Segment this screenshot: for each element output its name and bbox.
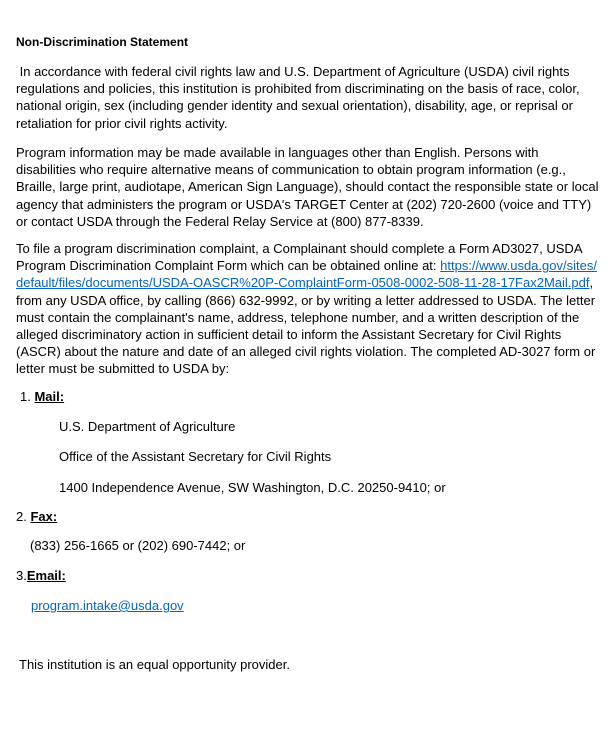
email-list-item <box>16 567 66 584</box>
footer-statement: This institution is an equal opportunity provider. <box>19 657 290 672</box>
paragraph-civil-rights: In accordance with federal civil rights law and U.S. Department of Agriculture (USDA) civil rights regulations and policies, this institution is prohibited from discriminating on the basis of race, color, national origin, sex (including gender identity and sexual orientation), disability, age, or reprisal or retaliation for prior civil rights activity. <box>16 64 584 131</box>
complaint-text-rest: , from any USDA office, by calling (866) 632-9992, or by writing a letter addressed to USDA. The letter must contain the complainant's name, address, telephone number, and a written description of the alleged discriminatory action in sufficient detail to inform the Assistant Secretary for Civil Rights (ASCR) about the nature and date of an alleged civil rights violation. The completed AD-3027 form or letter must be submitted to USDA by: <box>16 275 596 377</box>
paragraph-program-information: Program information may be made available in languages other than English. Persons with disabilities who require alternative means of communication to obtain program information (e.g., Braille, large print, audiotape, American Sign Language), should contact the responsible state or local agency that administers the program or USDA's TARGET Center at (202) 720-2600 (voice and TTY) or contact USDA through the Federal Relay Service at (800) 877-8339. <box>16 145 599 229</box>
mail-label: Mail: <box>34 389 65 404</box>
mail-address-line-3: 1400 Independence Avenue, SW Washington, D.C. 20250-9410; or <box>59 480 446 495</box>
paragraph-complaint <box>16 240 600 378</box>
mail-list-item <box>20 388 64 405</box>
fax-list-item <box>16 508 57 525</box>
email-link[interactable]: program.intake@usda.gov <box>31 598 184 613</box>
mail-address-line-2: Office of the Assistant Secretary for Civil Rights <box>59 449 332 464</box>
mail-number: 1. <box>20 389 31 404</box>
mail-address-line-1: U.S. Department of Agriculture <box>59 419 236 434</box>
fax-value: (833) 256-1665 or (202) 690-7442; or <box>30 538 246 553</box>
complaint-form-link[interactable]: https://www.usda.gov/sites/default/files/documents/USDA-OASCR%20P-ComplaintForm-0508-0002-508-11-28-17Fax2Mail.pdf <box>16 258 597 291</box>
page-title: Non-Discrimination Statement <box>16 35 189 49</box>
complaint-text-intro: To file a program discrimination complaint, a Complainant should complete a Form AD3027, USDA Program Discrimination Complaint Form which can be obtained online at: <box>16 241 582 274</box>
fax-number: 2. <box>16 509 27 524</box>
email-number: 3. <box>16 568 27 583</box>
email-label: Email: <box>26 568 66 583</box>
fax-label: Fax: <box>30 509 58 524</box>
